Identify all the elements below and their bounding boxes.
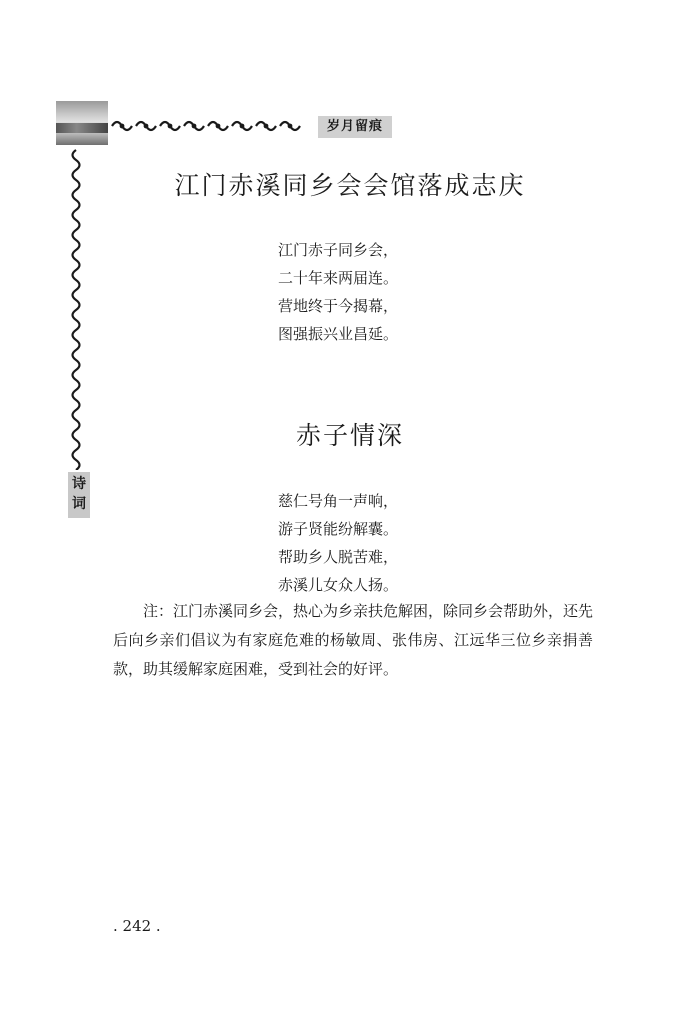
poem-body (278, 487, 398, 599)
note-text: 注：江门赤溪同乡会，热心为乡亲扶危解困，除同乡会帮助外，还先后向乡亲们倡议为有家庭危难的杨敏周、张伟房、江远华三位乡亲捐善款，助其缓解家庭困难，受到社会的好评。 (113, 602, 594, 678)
ornamental-border-top (108, 115, 308, 137)
side-category-label (68, 472, 90, 518)
poem-line: 二十年来两届连。 (278, 269, 399, 287)
poem-line: 赤溪儿女众人扬。 (278, 576, 399, 594)
poem-line: 江门赤子同乡会， (278, 241, 399, 259)
side-label-char: 诗 (72, 476, 86, 492)
side-label-char: 词 (72, 496, 86, 512)
poem-line: 图强振兴业昌延。 (278, 325, 399, 343)
note-paragraph (113, 597, 593, 684)
poem-title: 江门赤溪同乡会会馆落成志庆 (174, 171, 526, 200)
poem-line: 慈仁号角一声响， (278, 492, 399, 510)
poem-line: 营地终于今揭幕， (278, 297, 399, 315)
poem-line: 游子贤能纷解囊。 (278, 520, 399, 538)
section-label: 岁月留痕 (318, 116, 392, 138)
ornamental-border-left (66, 148, 86, 470)
poem-line: 帮助乡人脱苦难， (278, 548, 399, 566)
page-number: . 242 . (113, 917, 161, 935)
poem-body (278, 236, 398, 348)
landscape-photo (56, 101, 108, 145)
poem-title: 赤子情深 (295, 421, 404, 450)
